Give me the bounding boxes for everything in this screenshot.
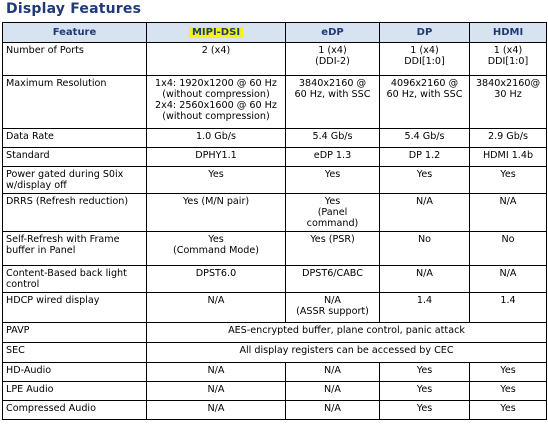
cell-text-line: DPST6/CABC — [302, 268, 363, 279]
cell-text-line: command) — [306, 218, 359, 229]
table-row — [3, 323, 547, 343]
cell-text-line: N/A — [207, 365, 225, 376]
feature-cell: Power gated during S0ix w/display off — [3, 167, 147, 194]
cell-text-line: DPST6.0 — [195, 268, 237, 279]
mipi-value-cell — [147, 43, 286, 76]
feature-cell: HDCP wired display — [3, 293, 147, 323]
hdmi-value-cell — [470, 43, 547, 76]
display-features-table — [2, 22, 547, 420]
cell-text-line: 1.4 — [416, 295, 433, 306]
cell-text-line: Yes — [500, 169, 516, 180]
hdmi-value-cell — [470, 401, 547, 420]
cell-text-line: Yes — [500, 384, 516, 395]
mipi-value-cell — [147, 194, 286, 232]
cell-text-line: N/A — [207, 295, 225, 306]
cell-text-line: N/A — [324, 403, 341, 414]
cell-text-line: (DDI-2) — [315, 56, 350, 67]
edp-value-cell — [286, 401, 380, 420]
feature-cell: Maximum Resolution — [3, 76, 147, 129]
feature-cell: SEC — [3, 343, 147, 363]
cell-text-line: (Command Mode) — [173, 245, 259, 256]
cell-text-line: 60 Hz, with SSC — [294, 89, 371, 100]
highlight-mipi-dsi: MIPI-DSI — [189, 27, 243, 38]
cell-text-line: Yes — [324, 169, 341, 180]
mipi-value-cell — [147, 382, 286, 401]
edp-value-cell — [286, 76, 380, 129]
mipi-value-cell — [147, 266, 286, 293]
dp-value-cell — [380, 148, 470, 167]
hdmi-value-cell — [470, 266, 547, 293]
cell-text-line: 1 (x4) — [410, 45, 439, 56]
cell-text-line: 1x4: 1920x1200 @ 60 Hz — [155, 78, 277, 89]
dp-value-cell — [380, 43, 470, 76]
feature-cell: DRRS (Refresh reduction) — [3, 194, 147, 232]
mipi-value-cell — [147, 76, 286, 129]
edp-value-cell — [286, 363, 380, 382]
dp-value-cell — [380, 167, 470, 194]
edp-value-cell — [286, 129, 380, 148]
table-row — [3, 76, 547, 129]
hdmi-value-cell — [470, 232, 547, 266]
table-row — [3, 43, 547, 76]
mipi-value-cell — [147, 232, 286, 266]
dp-value-cell — [380, 293, 470, 323]
cell-text-line: N/A — [416, 268, 433, 279]
cell-text-line: N/A — [324, 365, 341, 376]
cell-text-line: Yes (M/N pair) — [182, 196, 250, 207]
cell-text-line: (without compression) — [162, 89, 270, 100]
cell-text-line: 2 (x4) — [201, 45, 231, 56]
dp-value-cell — [380, 363, 470, 382]
feature-cell: PAVP — [3, 323, 147, 343]
cell-text-line: N/A — [416, 196, 433, 207]
feature-cell: Content-Based back light control — [3, 266, 147, 293]
edp-value-cell — [286, 194, 380, 232]
column-header-edp: eDP — [286, 23, 380, 43]
column-header-dp: DP — [380, 23, 470, 43]
edp-value-cell — [286, 167, 380, 194]
cell-text-line: 60 Hz, with SSC — [386, 89, 463, 100]
cell-text-line: 2x4: 2560x1600 @ 60 Hz — [155, 100, 277, 111]
hdmi-value-cell — [470, 167, 547, 194]
table-row — [3, 129, 547, 148]
feature-cell: HD-Audio — [3, 363, 147, 382]
cell-text-line: N/A — [207, 403, 225, 414]
cell-text-line: Yes — [208, 169, 224, 180]
cell-text-line: 5.4 Gb/s — [404, 131, 445, 142]
cell-text-line: Yes — [324, 196, 341, 207]
table-row — [3, 363, 547, 382]
cell-text-line: HDMI 1.4b — [482, 150, 534, 161]
cell-text-line: Yes — [416, 169, 433, 180]
column-header-hdmi: HDMI — [470, 23, 547, 43]
dp-value-cell — [380, 266, 470, 293]
mipi-value-cell — [147, 363, 286, 382]
table-row — [3, 343, 547, 363]
table-body — [3, 43, 547, 420]
cell-text-line: N/A — [207, 384, 225, 395]
hdmi-value-cell — [470, 382, 547, 401]
hdmi-value-cell — [470, 293, 547, 323]
cell-text-line: DDI[1:0] — [487, 56, 529, 67]
cell-text-line: 4096x2160 @ — [390, 78, 459, 89]
cell-text-line: 1 (x4) — [493, 45, 523, 56]
cropped-previous-text — [120, 0, 420, 3]
cell-text-line: Yes — [416, 384, 433, 395]
dp-value-cell — [380, 232, 470, 266]
hdmi-value-cell — [470, 363, 547, 382]
cell-text-line: DPHY1.1 — [195, 150, 237, 161]
cell-text-line: Yes — [416, 365, 433, 376]
edp-value-cell — [286, 43, 380, 76]
cell-text-line: (ASSR support) — [296, 306, 369, 317]
dp-value-cell — [380, 194, 470, 232]
mipi-value-cell — [147, 401, 286, 420]
hdmi-value-cell — [470, 148, 547, 167]
mipi-value-cell — [147, 148, 286, 167]
cell-text-line: 2.9 Gb/s — [487, 131, 529, 142]
cell-text-line: N/A — [324, 295, 341, 306]
cell-text-line: No — [417, 234, 432, 245]
table-row — [3, 266, 547, 293]
cell-text-line: 1 (x4) — [318, 45, 347, 56]
cell-text-line: N/A — [499, 268, 517, 279]
edp-value-cell — [286, 266, 380, 293]
edp-value-cell — [286, 148, 380, 167]
dp-value-cell — [380, 129, 470, 148]
cell-text-line: (without compression) — [162, 111, 270, 122]
table-header-row — [3, 23, 547, 43]
cell-text-line: DP 1.2 — [408, 150, 441, 161]
cell-text-line: Yes (PSR) — [310, 234, 355, 245]
cell-text-line: N/A — [499, 196, 517, 207]
table-row — [3, 401, 547, 420]
feature-cell: Self-Refresh with Frame buffer in Panel — [3, 232, 147, 266]
column-header-mipi-dsi — [147, 23, 286, 43]
feature-cell: Compressed Audio — [3, 401, 147, 420]
table-row — [3, 194, 547, 232]
edp-value-cell — [286, 382, 380, 401]
cell-text-line: No — [501, 234, 515, 245]
cell-text-line: 3840x2160 @ — [298, 78, 367, 89]
column-header-feature: Feature — [3, 23, 147, 43]
merged-value-cell: All display registers can be accessed by CEC — [147, 343, 547, 363]
cell-text-line: Yes — [416, 403, 433, 414]
hdmi-value-cell — [470, 194, 547, 232]
table-row — [3, 382, 547, 401]
dp-value-cell — [380, 382, 470, 401]
mipi-value-cell — [147, 129, 286, 148]
table-row — [3, 167, 547, 194]
table-row — [3, 293, 547, 323]
table-row — [3, 232, 547, 266]
mipi-value-cell — [147, 293, 286, 323]
cell-text-line: 1.0 Gb/s — [195, 131, 237, 142]
feature-cell: LPE Audio — [3, 382, 147, 401]
cell-text-line: (Panel — [317, 207, 348, 218]
dp-value-cell — [380, 76, 470, 129]
feature-cell: Standard — [3, 148, 147, 167]
table-row — [3, 148, 547, 167]
cell-text-line: 5.4 Gb/s — [312, 131, 353, 142]
cell-text-line: 3840x2160@ — [475, 78, 541, 89]
cell-text-line: DDI[1:0] — [404, 56, 445, 67]
cell-text-line: 30 Hz — [494, 89, 522, 100]
edp-value-cell — [286, 293, 380, 323]
feature-cell: Data Rate — [3, 129, 147, 148]
cell-text-line: Yes — [208, 234, 224, 245]
dp-value-cell — [380, 401, 470, 420]
cell-text-line: N/A — [324, 384, 341, 395]
cell-text-line: Yes — [500, 403, 516, 414]
hdmi-value-cell — [470, 129, 547, 148]
merged-value-cell: AES-encrypted buffer, plane control, panic attack — [147, 323, 547, 343]
edp-value-cell — [286, 232, 380, 266]
section-title: Display Features — [6, 1, 142, 17]
cell-text-line: 1.4 — [500, 295, 516, 306]
cell-text-line: eDP 1.3 — [313, 150, 352, 161]
mipi-value-cell — [147, 167, 286, 194]
feature-cell: Number of Ports — [3, 43, 147, 76]
cell-text-line: Yes — [500, 365, 516, 376]
hdmi-value-cell — [470, 76, 547, 129]
